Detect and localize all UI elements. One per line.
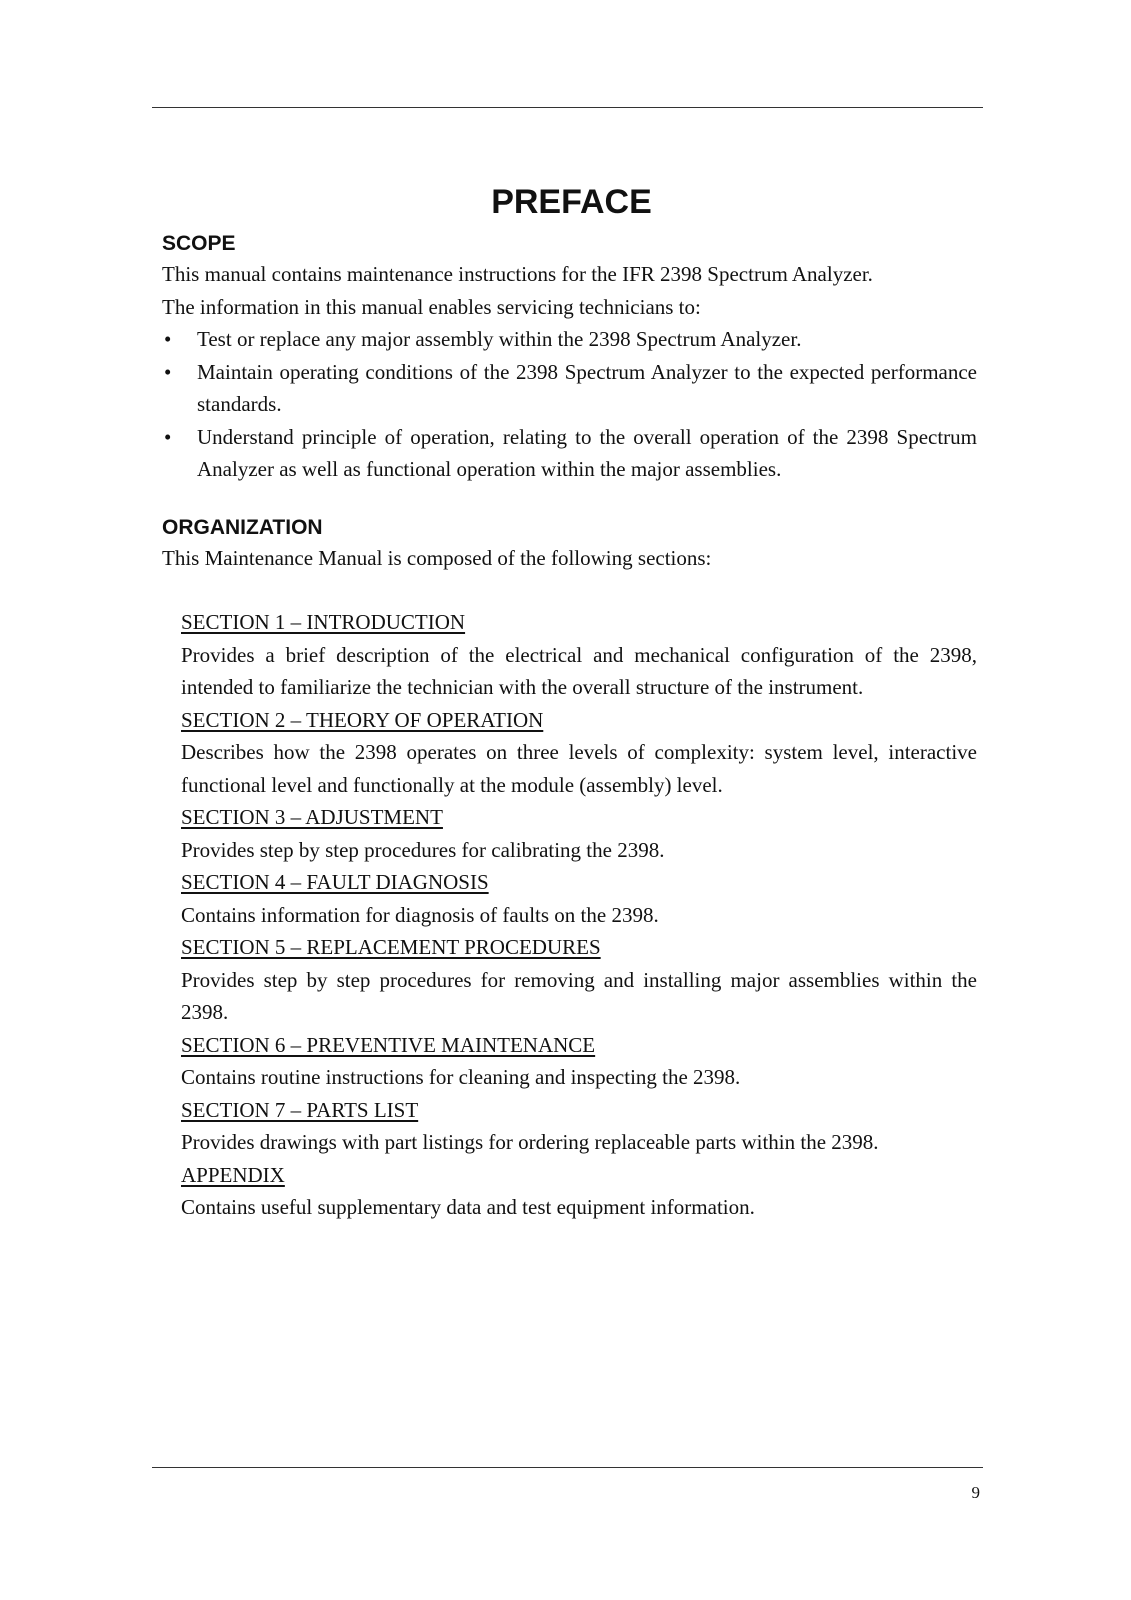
bullet-icon: • <box>164 359 172 384</box>
footer-rule <box>152 1467 983 1468</box>
section-6-description: Contains routine instructions for cleaning and inspecting the 2398. <box>181 1065 741 1089</box>
scope-bullet-text: Test or replace any major assembly within the 2398 Spectrum Analyzer. <box>197 327 802 351</box>
section-1-title: SECTION 1 – INTRODUCTION <box>181 610 466 634</box>
scope-bullet-list <box>162 323 977 486</box>
scope-bullet-text: Maintain operating conditions of the 2398 Spectrum Analyzer to the expected performance standards. <box>197 359 977 416</box>
scope-bullet-item <box>162 356 977 421</box>
section-2-description: Describes how the 2398 operates on three levels of complexity: system level, interactive functional level and functionally at the module (assembly) level. <box>181 740 977 797</box>
section-7-title: SECTION 7 – PARTS LIST <box>181 1097 419 1122</box>
section-2-title: SECTION 2 – THEORY OF OPERATION <box>181 707 544 732</box>
organization-heading: ORGANIZATION <box>162 515 323 539</box>
section-5-title: SECTION 5 – REPLACEMENT PROCEDURES <box>181 935 601 959</box>
section-5-description: Provides step by step procedures for removing and installing major assemblies within the 2398. <box>181 967 977 1024</box>
page-content <box>162 178 977 1224</box>
bullet-icon: • <box>164 327 172 351</box>
organization-intro: This Maintenance Manual is composed of the following sections: <box>162 545 712 570</box>
header-rule <box>152 107 983 108</box>
section-3-title: SECTION 3 – ADJUSTMENT <box>181 805 443 829</box>
page-title: PREFACE <box>491 183 652 221</box>
scope-intro-2: The information in this manual enables servicing technicians to: <box>162 294 701 319</box>
scope-heading: SCOPE <box>162 232 236 255</box>
page-number: 9 <box>971 1483 980 1502</box>
appendix-title: APPENDIX <box>181 1162 285 1187</box>
section-list <box>162 606 977 1224</box>
section-1-description: Provides a brief description of the electrical and mechanical configuration of the 2398, intended to familiarize the technician with the overall structure of the instrument. <box>181 642 977 699</box>
appendix-description: Contains useful supplementary data and test equipment information. <box>181 1195 755 1219</box>
section-6-title: SECTION 6 – PREVENTIVE MAINTENANCE <box>181 1032 596 1057</box>
section-4-description: Contains information for diagnosis of faults on the 2398. <box>181 902 659 927</box>
section-7-description: Provides drawings with part listings for ordering replaceable parts within the 2398. <box>181 1130 879 1154</box>
scope-bullet-item <box>162 421 977 486</box>
bullet-icon: • <box>164 424 172 449</box>
section-4-title: SECTION 4 – FAULT DIAGNOSIS <box>181 870 489 894</box>
scope-intro-1: This manual contains maintenance instructions for the IFR 2398 Spectrum Analyzer. <box>162 262 873 286</box>
scope-bullet-text: Understand principle of operation, relating to the overall operation of the 2398 Spectrum Analyzer as well as functional operation within the major assemblies. <box>197 424 977 481</box>
section-3-description: Provides step by step procedures for calibrating the 2398. <box>181 837 665 862</box>
scope-bullet-item <box>162 323 977 356</box>
